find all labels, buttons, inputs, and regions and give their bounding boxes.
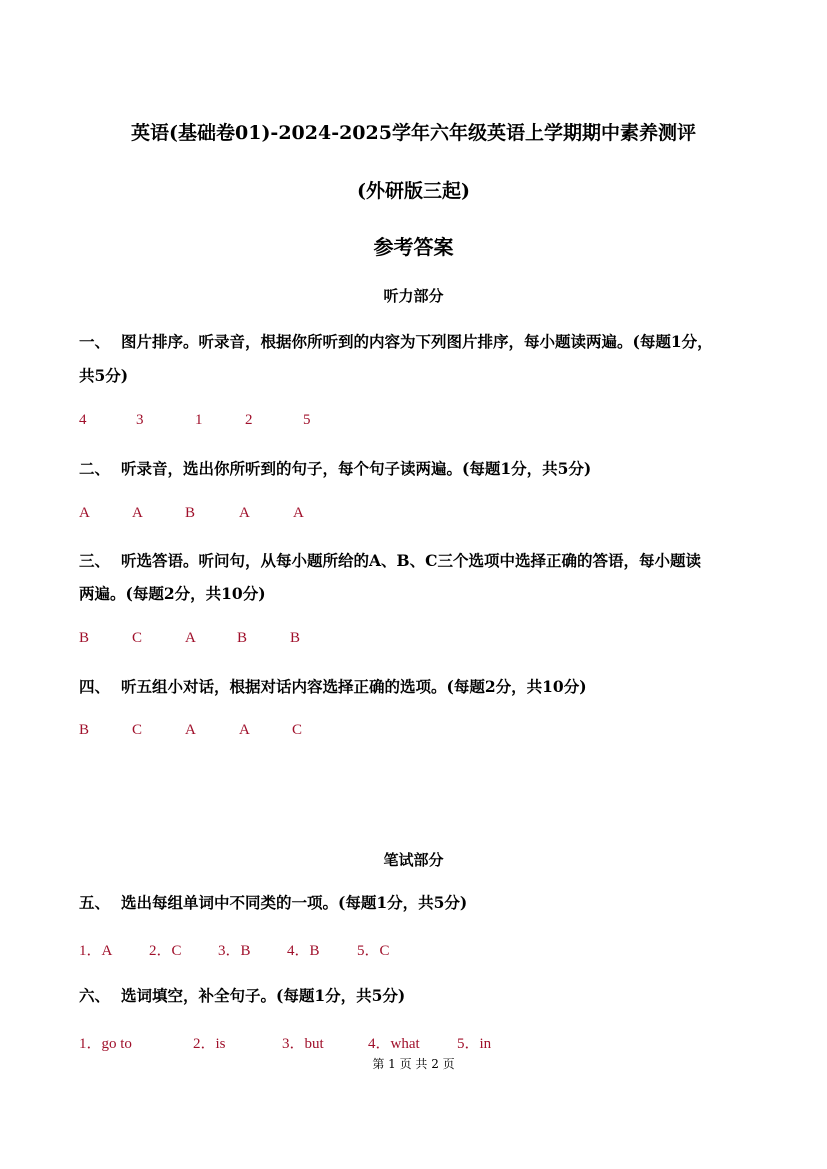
question-4-answers [0, 722, 827, 742]
answer-key-heading: 参考答案 [373, 235, 454, 259]
question-3-text: 听选答语。听问句，从每小题所给的A、B、C三个选项中选择正确的答语，每小题读 [121, 551, 701, 570]
answer-item: A [185, 630, 196, 646]
answer-item: C [292, 722, 303, 738]
question-6-text: 选词填空，补全句子。(每题1分，共5分) [121, 986, 406, 1005]
document-subtitle: (外研版三起) [357, 180, 470, 202]
answer-item: 1．go to [79, 1036, 132, 1052]
answer-item: A [132, 505, 143, 521]
answer-item: C [132, 722, 143, 738]
answer-item: A [239, 505, 250, 521]
answer-item: 5．in [457, 1036, 492, 1052]
question-3-answers [0, 630, 827, 650]
question-1-number: 一、 [79, 332, 111, 351]
question-3-number: 三、 [79, 551, 111, 570]
answer-item: 2 [245, 412, 253, 428]
answer-item: 4．what [368, 1036, 420, 1052]
question-1-text: 图片排序。听录音，根据你所听到的内容为下列图片排序，每小题读两遍。(每题1分， [121, 332, 713, 351]
question-2-answers [0, 505, 827, 525]
question-3-heading [79, 549, 701, 571]
answer-item: 2．C [149, 943, 182, 959]
answer-item: 2．is [193, 1036, 226, 1052]
answer-item: A [293, 505, 304, 521]
question-1-answers [0, 412, 827, 432]
question-6-answers [0, 1032, 827, 1052]
listening-section-heading: 听力部分 [383, 287, 444, 305]
question-6-heading [79, 984, 405, 1006]
answer-item: 1 [195, 412, 203, 428]
answer-item: A [79, 505, 90, 521]
writing-section-heading: 笔试部分 [383, 851, 444, 869]
answer-item: 5 [303, 412, 311, 428]
question-4-number: 四、 [79, 677, 111, 696]
question-6-number: 六、 [79, 986, 111, 1005]
question-5-text: 选出每组单词中不同类的一项。(每题1分，共5分) [121, 893, 468, 912]
question-4-heading [79, 675, 587, 697]
question-3-text-continued: 两遍。(每题2分，共10分) [79, 584, 266, 603]
question-1-heading [79, 330, 713, 352]
answer-item: A [185, 722, 196, 738]
answer-item: 5．C [357, 943, 390, 959]
question-5-heading [79, 891, 467, 913]
question-2-text: 听录音，选出你所听到的句子，每个句子读两遍。(每题1分，共5分) [121, 459, 592, 478]
answer-item: A [239, 722, 250, 738]
answer-item: 3 [136, 412, 144, 428]
answer-item: B [290, 630, 301, 646]
answer-item: B [237, 630, 248, 646]
answer-item: 1．A [79, 943, 113, 959]
answer-item: C [132, 630, 143, 646]
question-1-text-continued: 共5分) [79, 366, 129, 385]
answer-item: B [79, 722, 90, 738]
question-2-heading [79, 457, 591, 479]
answer-item: 3．but [282, 1036, 324, 1052]
answer-item: B [79, 630, 90, 646]
question-2-number: 二、 [79, 459, 111, 478]
question-4-text: 听五组小对话，根据对话内容选择正确的选项。(每题2分，共10分) [121, 677, 587, 696]
question-5-answers [0, 939, 827, 959]
answer-item: 3．B [218, 943, 251, 959]
question-5-number: 五、 [79, 893, 111, 912]
answer-item: 4．B [287, 943, 320, 959]
answer-item: 4 [79, 412, 87, 428]
page-footer: 第 1 页 共 2 页 [372, 1057, 455, 1071]
document-title: 英语(基础卷01)-2024-2025学年六年级英语上学期期中素养测评 [131, 122, 696, 144]
answer-item: B [185, 505, 196, 521]
